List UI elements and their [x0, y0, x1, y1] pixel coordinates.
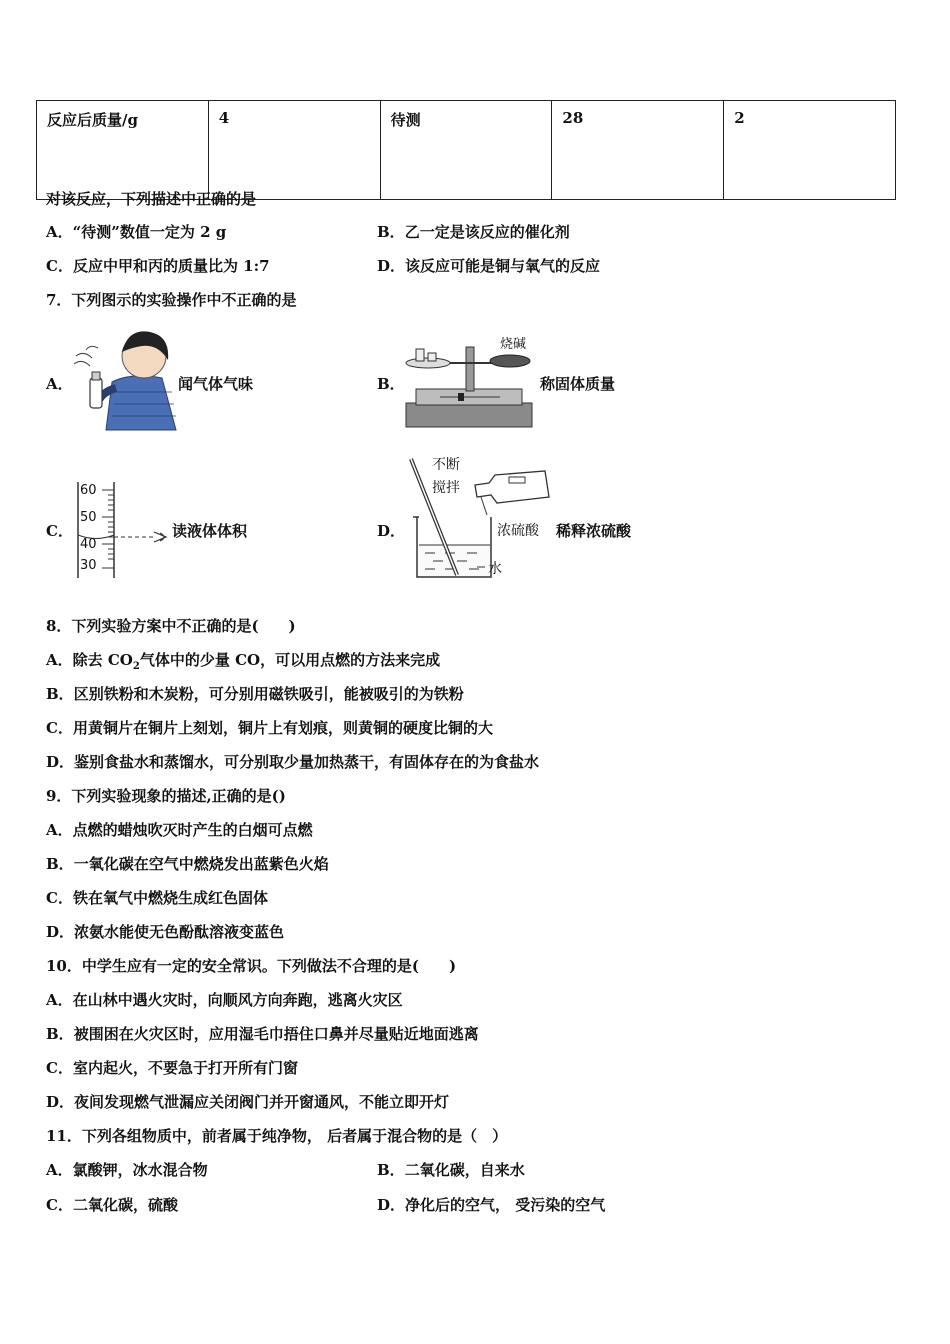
option-letter: C．	[46, 889, 73, 907]
table-cell: 28	[552, 101, 724, 200]
dilution-label: 水	[488, 561, 502, 577]
q7-option-c-letter: C．	[46, 522, 73, 540]
option-letter: D．	[46, 1093, 75, 1111]
table-cell: 2	[724, 101, 896, 200]
option-text: 二氧化碳，自来水	[404, 1161, 525, 1179]
table-cell: 反应后质量/g	[37, 101, 209, 200]
option-letter: C．	[46, 257, 73, 275]
table-cell: 待测	[380, 101, 552, 200]
smell-gas-figure	[72, 322, 180, 432]
option-text: 用黄铜片在铜片上刻划，铜片上有划痕，则黄铜的硬度比铜的大	[72, 719, 493, 737]
q11-option-b	[377, 1160, 525, 1180]
q7-stem: 7．下列图示的实验操作中不正确的是	[46, 291, 297, 309]
option-text: 乙一定是该反应的催化剂	[404, 223, 570, 241]
q8-option-b	[46, 684, 464, 704]
tick-label: 40	[80, 537, 97, 552]
q11-option-a	[46, 1160, 208, 1180]
q10-option-c	[46, 1058, 298, 1078]
q7-option-b-letter: B．	[377, 375, 405, 393]
option-letter: A．	[46, 223, 73, 241]
tick-label: 30	[80, 558, 97, 573]
q9-stem: 9．下列实验现象的描述,正确的是()	[46, 787, 286, 805]
option-letter: A．	[46, 991, 73, 1009]
subscript: 2	[132, 661, 140, 672]
result-table	[36, 100, 896, 200]
q9-option-a	[46, 820, 313, 840]
q6-option-a	[46, 222, 226, 242]
option-text: “待测”数值一定为 2 g	[72, 223, 227, 241]
option-letter: C．	[46, 1196, 73, 1214]
q11-option-d	[377, 1195, 605, 1215]
option-text: 气体中的少量 CO，可以用点燃的方法来完成	[139, 651, 441, 669]
option-text: 浓氨水能使无色酚酞溶液变蓝色	[74, 923, 285, 941]
option-letter: D．	[46, 753, 75, 771]
dilution-label: 浓硫酸	[497, 523, 539, 539]
option-text: 一氧化碳在空气中燃烧发出蓝紫色火焰	[73, 855, 329, 873]
q10-stem: 10．中学生应有一定的安全常识。下列做法不合理的是( )	[46, 957, 457, 975]
tick-label: 50	[80, 510, 97, 525]
option-letter: B．	[377, 1161, 405, 1179]
option-text: 氯酸钾，冰水混合物	[72, 1161, 208, 1179]
option-text: 净化后的空气， 受污染的空气	[405, 1196, 606, 1214]
option-letter: A．	[46, 821, 73, 839]
option-letter: D．	[377, 1196, 406, 1214]
option-text: 被围困在火灾区时，应用湿毛巾捂住口鼻并尽量贴近地面逃离	[73, 1025, 479, 1043]
option-text: 点燃的蜡烛吹灭时产生的白烟可点燃	[72, 821, 313, 839]
option-text: 区别铁粉和木炭粉，可分别用磁铁吸引，能被吸引的为铁粉	[73, 685, 464, 703]
option-letter: D．	[377, 257, 406, 275]
option-letter: B．	[46, 685, 74, 703]
dilution-label: 搅拌	[432, 480, 460, 496]
q10-option-b	[46, 1024, 479, 1044]
dilution-figure	[405, 455, 555, 583]
q8-option-c	[46, 718, 493, 738]
dilution-label: 不断	[432, 457, 460, 473]
q9-option-c	[46, 888, 268, 908]
q11-option-c	[46, 1195, 178, 1215]
q9-option-d	[46, 922, 284, 942]
option-letter: C．	[46, 1059, 73, 1077]
table-cell: 4	[208, 101, 380, 200]
q8-option-a	[46, 650, 440, 677]
q6-stem: 对该反应，下列描述中正确的是	[46, 190, 257, 208]
option-text: 反应中甲和丙的质量比为 1:7	[72, 257, 270, 275]
option-text: 除去 CO	[72, 651, 133, 669]
option-text: 夜间发现燃气泄漏应关闭阀门并开窗通风，不能立即开灯	[74, 1093, 450, 1111]
q8-option-d	[46, 752, 539, 772]
q6-option-d	[377, 256, 600, 276]
q6-option-b	[377, 222, 570, 242]
q10-option-a	[46, 990, 403, 1010]
option-letter: C．	[46, 719, 73, 737]
balance-label: 烧碱	[500, 337, 527, 352]
option-text: 在山林中遇火灾时，向顺风方向奔跑，逃离火灾区	[72, 991, 403, 1009]
option-letter: B．	[46, 855, 74, 873]
option-letter: B．	[46, 1025, 74, 1043]
q9-option-b	[46, 854, 329, 874]
option-text: 该反应可能是铜与氧气的反应	[405, 257, 601, 275]
q7-option-a-letter: A．	[46, 375, 73, 393]
q7-option-b-caption: 称固体质量	[540, 375, 616, 393]
option-text: 鉴别食盐水和蒸馏水，可分别取少量加热蒸干，有固体存在的为食盐水	[74, 753, 540, 771]
option-letter: A．	[46, 651, 73, 669]
option-letter: A．	[46, 1161, 73, 1179]
q11-stem: 11．下列各组物质中，前者属于纯净物， 后者属于混合物的是（ ）	[46, 1127, 508, 1145]
q7-option-a-caption: 闻气体气味	[178, 375, 254, 393]
q7-option-d-caption: 稀释浓硫酸	[556, 522, 632, 540]
option-text: 铁在氧气中燃烧生成红色固体	[72, 889, 268, 907]
q6-option-c	[46, 256, 270, 276]
option-letter: B．	[377, 223, 405, 241]
option-text: 二氧化碳，硫酸	[72, 1196, 178, 1214]
option-letter: D．	[46, 923, 75, 941]
table-row	[37, 101, 896, 200]
q8-stem: 8．下列实验方案中不正确的是( )	[46, 617, 296, 635]
option-text: 室内起火，不要急于打开所有门窗	[72, 1059, 298, 1077]
tick-label: 60	[80, 483, 97, 498]
q7-option-d-letter: D．	[377, 522, 406, 540]
q7-option-c-caption: 读液体体积	[172, 522, 248, 540]
q10-option-d	[46, 1092, 449, 1112]
